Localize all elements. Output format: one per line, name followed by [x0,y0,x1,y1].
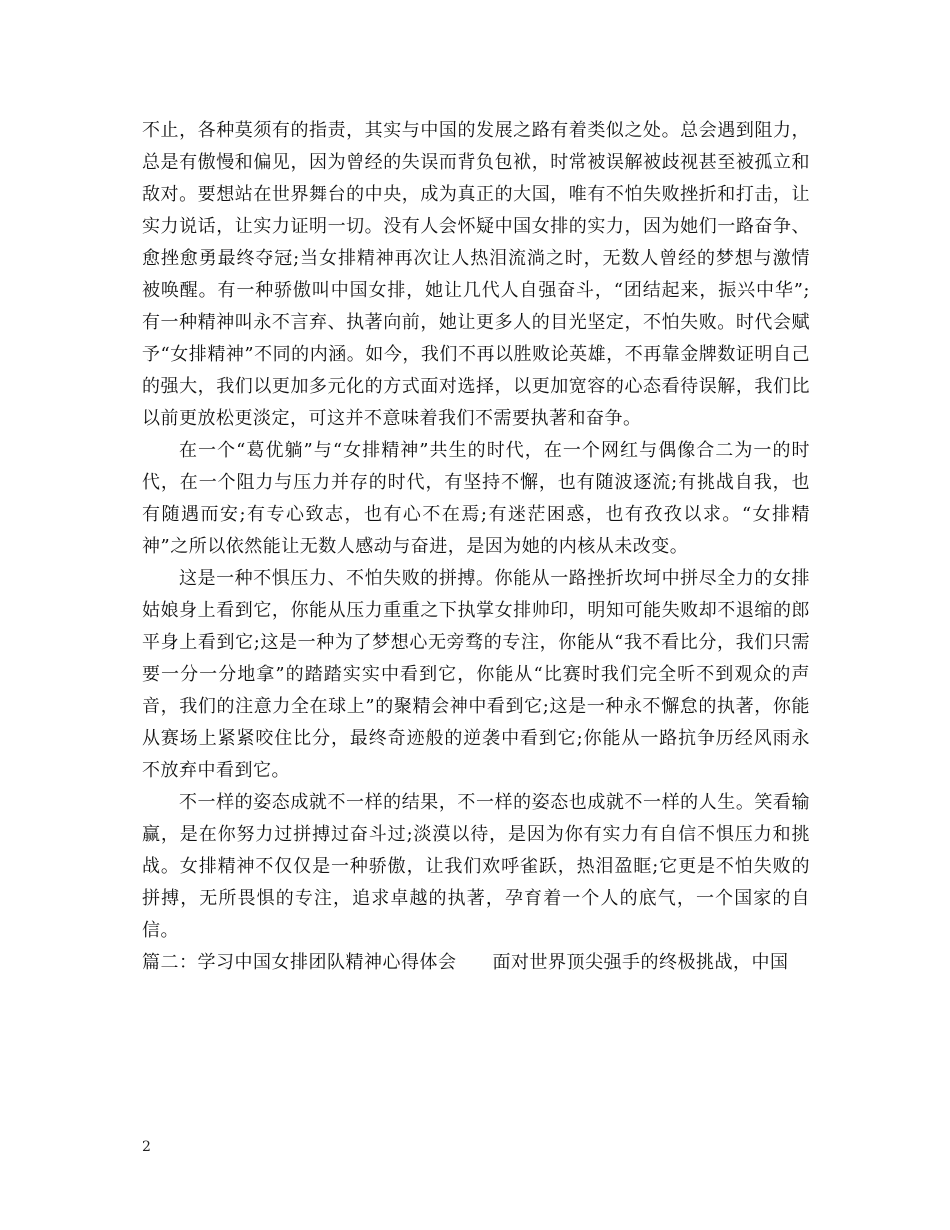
paragraph-1: 不止，各种莫须有的指责，其实与中国的发展之路有着类似之处。总会遇到阻力，总是有傲慢和偏见，因为曾经的失误而背负包袱，时常被误解被歧视甚至被孤立和敌对。要想站在世界舞台的中央，成为真正的大国，唯有不怕失败挫折和打击，让实力说话，让实力证明一切。没有人会怀疑中国女排的实力，因为她们一路奋争、愈挫愈勇最终夺冠;当女排精神再次让人热泪流淌之时，无数人曾经的梦想与激情被唤醒。有一种骄傲叫中国女排，她让几代人自强奋斗，“团结起来，振兴中华”;有一种精神叫永不言弃、执著向前，她让更多人的目光坚定，不怕失败。时代会赋予“女排精神”不同的内涵。如今，我们不再以胜败论英雄，不再靠金牌数证明自己的强大，我们以更加多元化的方式面对选择，以更加宽容的心态看待误解，我们比以前更放松更淡定，可这并不意味着我们不需要执著和奋争。 [142,120,810,429]
page-number: 2 [142,1139,151,1155]
document-body [142,115,810,979]
paragraph-2: 在一个“葛优躺”与“女排精神”共生的时代，在一个网红与偶像合二为一的时代，在一个阻力与压力并存的时代，有坚持不懈，也有随波逐流;有挑战自我，也有随遇而安;有专心致志，也有心不在焉;有迷茫困惑，也有孜孜以求。“女排精神”之所以依然能让无数人感动与奋进，是因为她的内核从未改变。 [142,440,810,557]
section-continuation: 面对世界顶尖强手的终极挑战，中国 [492,952,789,973]
section-heading: 篇二：学习中国女排团队精神心得体会 [142,952,457,973]
paragraph-3: 这是一种不惧压力、不怕失败的拼搏。你能从一路挫折坎坷中拼尽全力的女排姑娘身上看到它，你能从压力重重之下执掌女排帅印，明知可能失败却不退缩的郎平身上看到它;这是一种为了梦想心无旁骛的专注，你能从“我不看比分，我们只需要一分一分地拿”的踏踏实实中看到它，你能从“比赛时我们完全听不到观众的声音，我们的注意力全在球上”的聚精会神中看到它;这是一种永不懈怠的执著，你能从赛场上紧紧咬住比分，最终奇迹般的逆袭中看到它;你能从一路抗争历经风雨永不放弃中看到它。 [142,568,810,781]
paragraph-4: 不一样的姿态成就不一样的结果，不一样的姿态也成就不一样的人生。笑看输赢，是在你努力过拼搏过奋斗过;淡漠以待，是因为你有实力有自信不惧压力和挑战。女排精神不仅仅是一种骄傲，让我们欢呼雀跃，热泪盈眶;它更是不怕失败的拼搏，无所畏惧的专注，追求卓越的执著，孕育着一个人的底气，一个国家的自信。 [142,792,810,941]
section-line [142,947,810,979]
